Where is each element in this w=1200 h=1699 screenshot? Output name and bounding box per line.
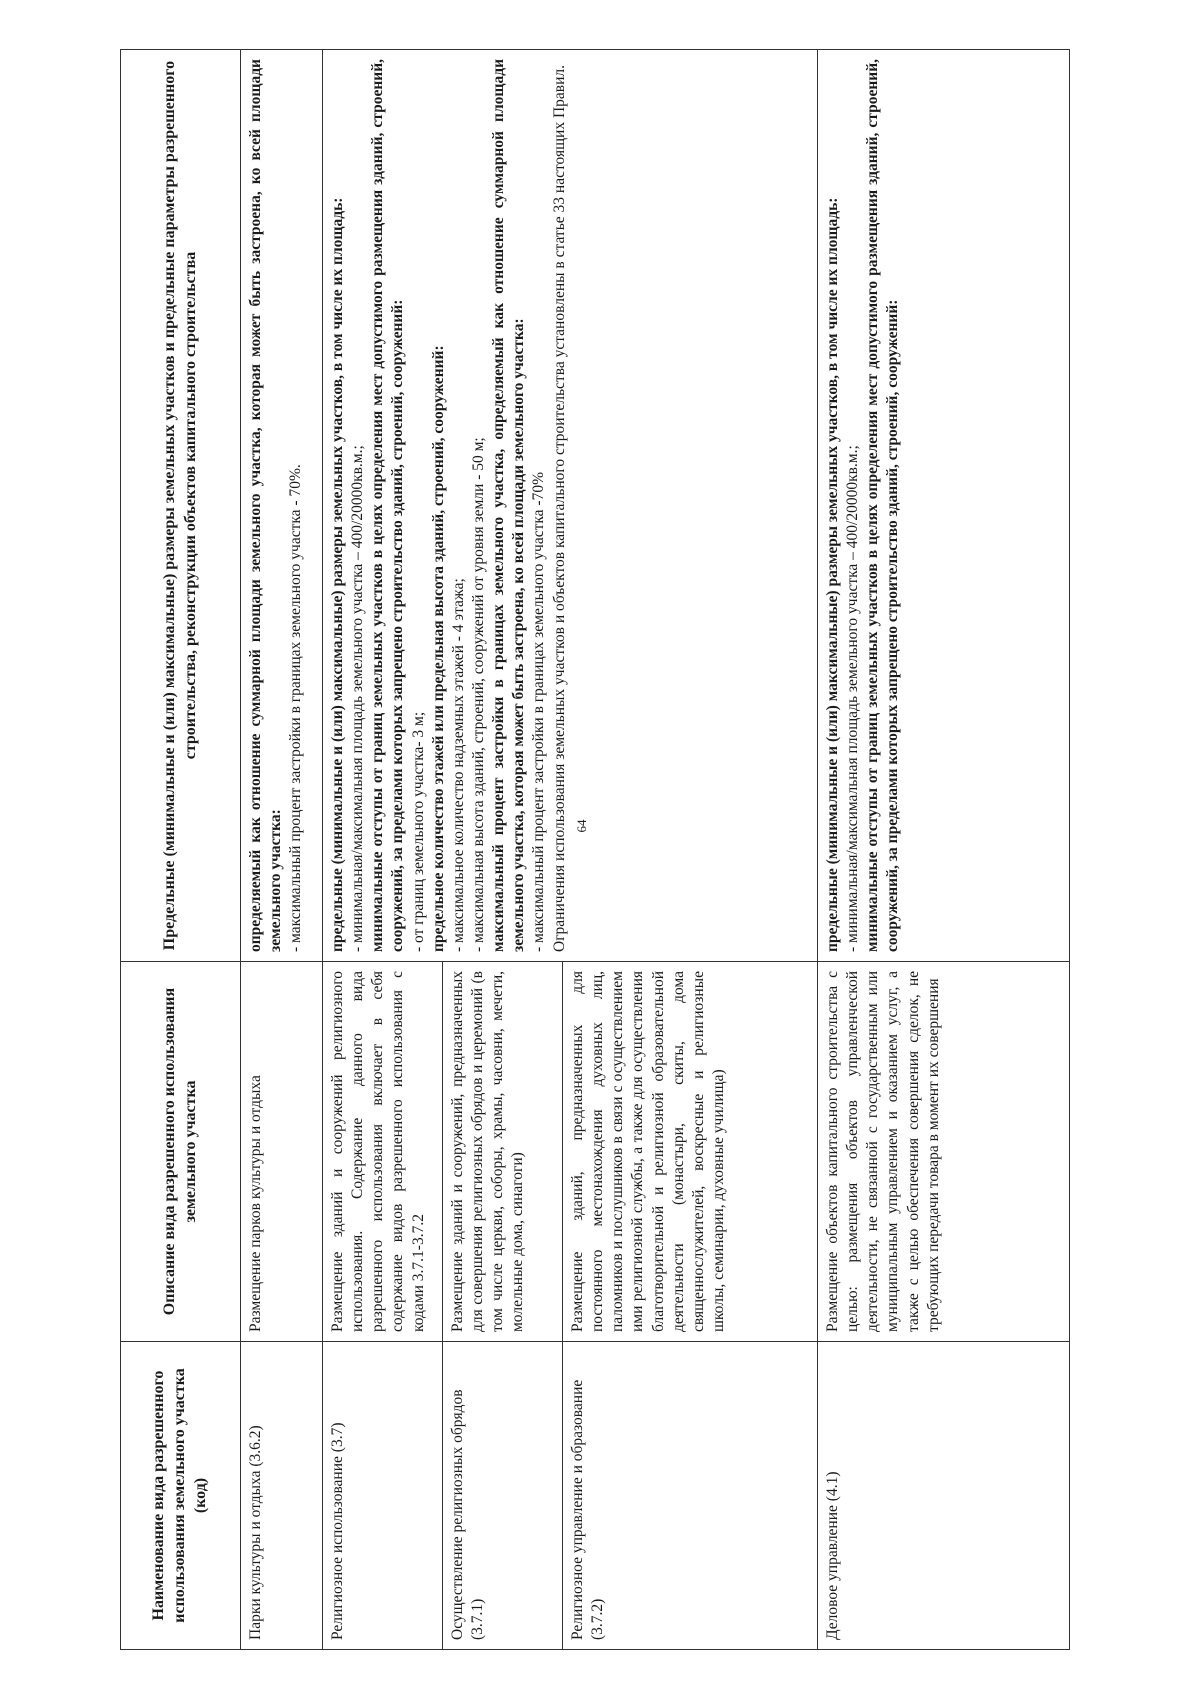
param-line: минимальные отступы от границ земельных участков в целях определения мест допустимого размещения зданий, строений, сооружений, за пределами которых запрещено строительство зданий, строений, сооружений: (864, 59, 902, 952)
param-line: - от границ земельного участка- 3 м; (409, 711, 427, 952)
page-number: 64 (574, 819, 589, 833)
regulations-table (120, 49, 1070, 1650)
param-line: - максимальное количество надземных этажей - 4 этажа; (449, 578, 467, 952)
header-row (121, 50, 241, 1650)
row-params (241, 50, 323, 962)
param-line: Ограничения использования земельных участков и объектов капитального строительства установлены в статье 33 настоящих Правил. (550, 64, 568, 952)
param-line: определяемый как отношение суммарной площади земельного участка, которая может быть застроена, ко всей площади земельного участка: (247, 59, 285, 952)
header-name: Наименование вида разрешенного использования земельного участка (код) (121, 1342, 241, 1650)
row-description: Размещение объектов капитального строительства с целью: размещения объектов управленческой деятельности, не связанной с государственным или муниципальным управлением и оказанием услуг, а также с целью обеспечения совершения сделок, не требующих передачи товара в момент их совершения (818, 962, 1070, 1342)
table-row (818, 50, 1070, 1650)
param-line: предельные (минимальные и (или) максимальные) размеры земельных участков, в том числе их площадь: (329, 197, 346, 952)
param-line: - максимальный процент застройки в границах земельного участка - 70%. (287, 464, 305, 952)
row-description: Размещение зданий и сооружений, предназначенных для совершения религиозных обрядов и церемоний (в том числе церкви, соборы, храмы, часовни, мечети, молельные дома, синагоги) (443, 962, 563, 1342)
param-line: - максимальный процент застройки в границах земельного участка -70% (530, 471, 548, 952)
header-params: Предельные (минимальные и (или) максимальные) размеры земельных участков и предельные параметры разрешенного строительства, реконструкции объектов капитального строительства (121, 50, 241, 962)
row-name: Парки культуры и отдыха (3.6.2) (241, 1342, 323, 1650)
row-params (323, 50, 818, 962)
param-line: - минимальная/максимальная площадь земельного участка – 400/20000кв.м.; (844, 445, 862, 952)
row-description: Размещение зданий и сооружений религиозного использования. Содержание данного вида разрешенного использования включает в себя содержание видов разрешенного использования с кодами 3.7.1-3.7.2 (323, 962, 443, 1342)
row-name: Осуществление религиозных обрядов (3.7.1) (443, 1342, 563, 1650)
row-name: Деловое управление (4.1) (818, 1342, 1070, 1650)
row-description: Размещение зданий, предназначенных для постоянного местонахождения духовных лиц, паломников и послушников в связи с осуществлением ими религиозной службы, а также для осуществления благотворительной и религиозной образовательной деятельности (монастыри, скиты, дома священнослужителей, воскресные и религиозные школы, семинарии, духовные училища) (563, 962, 818, 1342)
param-line: - минимальная/максимальная площадь земельного участка – 400/20000кв.м.; (349, 445, 367, 952)
param-line: предельные (минимальные и (или) максимальные) размеры земельных участков, в том числе их площадь: (824, 197, 841, 952)
row-name: Религиозное управление и образование (3.7.2) (563, 1342, 818, 1650)
rotated-table-container (120, 50, 1070, 1650)
param-line: минимальные отступы от границ земельных участков в целях определения мест допустимого размещения зданий, строений, сооружений, за пределами которых запрещено строительство зданий, строений, сооружений: (369, 59, 407, 952)
row-name: Религиозное использование (3.7) (323, 1342, 443, 1650)
table-row (323, 50, 443, 1650)
param-line: предельное количество этажей или предельная высота зданий, строений, сооружений: (429, 345, 447, 952)
param-line: - максимальная высота зданий, строений, сооружений от уровня земли - 50 м; (469, 437, 487, 952)
header-description: Описание вида разрешенного использования земельного участка (121, 962, 241, 1342)
table-row (241, 50, 323, 1650)
row-params (818, 50, 1070, 962)
param-line: максимальный процент застройки в границах земельного участка, определяемый как отношение суммарной площади земельного участка, которая может быть застроена, ко всей площади земельного участка: (490, 59, 528, 952)
row-description: Размещение парков культуры и отдыха (241, 962, 323, 1342)
